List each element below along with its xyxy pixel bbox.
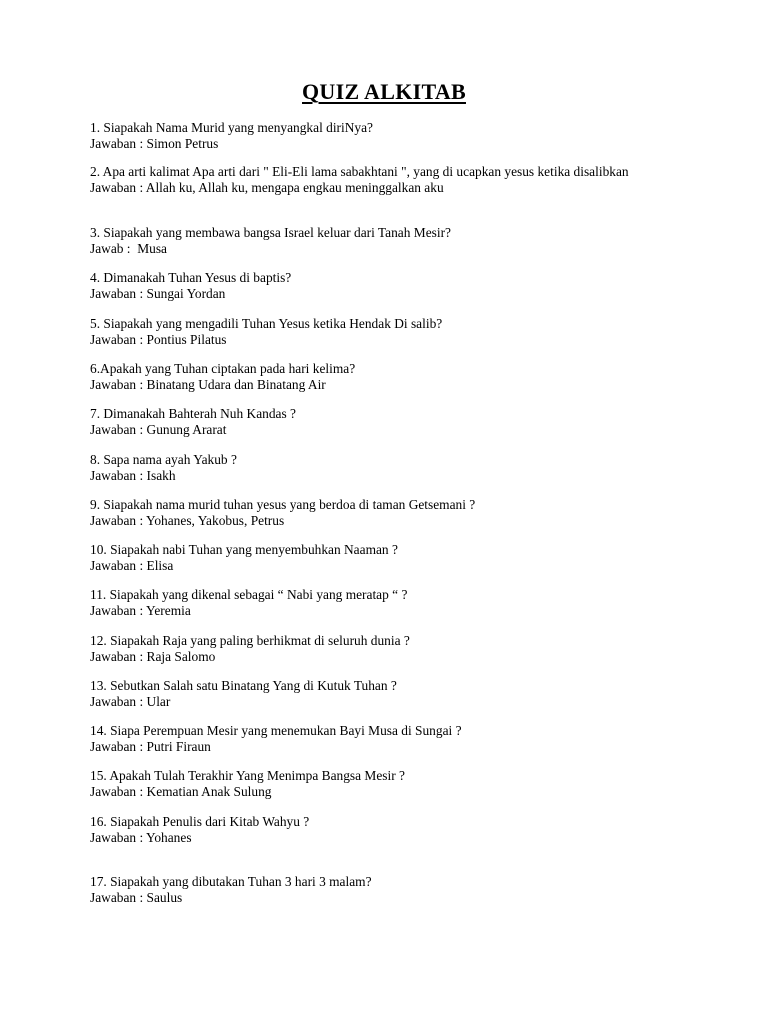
answer-text: Jawaban : Allah ku, Allah ku, mengapa engkau meninggalkan aku xyxy=(90,179,444,195)
quiz-item-13 xyxy=(90,678,650,709)
question-text: 8. Sapa nama ayah Yakub ? xyxy=(90,452,237,467)
quiz-item-4 xyxy=(90,270,650,301)
question-text: 16. Siapakah Penulis dari Kitab Wahyu ? xyxy=(90,814,310,829)
quiz-item-7 xyxy=(90,406,650,437)
answer-text: Jawaban : Simon Petrus xyxy=(90,135,219,151)
quiz-item-11 xyxy=(90,587,650,618)
quiz-item-15 xyxy=(90,768,650,799)
question-text: 5. Siapakah yang mengadili Tuhan Yesus ketika Hendak Di salib? xyxy=(90,316,443,331)
question-text: 1. Siapakah Nama Murid yang menyangkal diriNya? xyxy=(90,120,373,135)
document-title: QUIZ ALKITAB xyxy=(302,79,466,104)
question-text: 10. Siapakah nabi Tuhan yang menyembuhkan Naaman ? xyxy=(90,542,398,557)
quiz-item-17 xyxy=(90,874,650,905)
answer-text: Jawaban : Sungai Yordan xyxy=(90,285,226,301)
answer-text: Jawaban : Ular xyxy=(90,693,171,709)
answer-text: Jawab : Musa xyxy=(90,240,167,256)
answer-text: Jawaban : Yohanes xyxy=(90,829,192,845)
question-text: 12. Siapakah Raja yang paling berhikmat di seluruh dunia ? xyxy=(90,633,410,648)
question-text: 14. Siapa Perempuan Mesir yang menemukan Bayi Musa di Sungai ? xyxy=(90,723,462,738)
quiz-item-12 xyxy=(90,633,650,664)
quiz-item-2 xyxy=(90,164,650,195)
question-text: 3. Siapakah yang membawa bangsa Israel keluar dari Tanah Mesir? xyxy=(90,225,451,240)
question-text: 4. Dimanakah Tuhan Yesus di baptis? xyxy=(90,270,292,285)
answer-text: Jawaban : Elisa xyxy=(90,557,174,573)
answer-text: Jawaban : Raja Salomo xyxy=(90,648,216,664)
answer-text: Jawaban : Yeremia xyxy=(90,602,191,618)
question-text: 15. Apakah Tulah Terakhir Yang Menimpa Bangsa Mesir ? xyxy=(90,768,405,783)
answer-text: Jawaban : Yohanes, Yakobus, Petrus xyxy=(90,512,285,528)
question-text: 2. Apa arti kalimat Apa arti dari " Eli-Eli lama sabakhtani ", yang di ucapkan yesus ketika disalibkan xyxy=(90,164,629,179)
answer-text: Jawaban : Pontius Pilatus xyxy=(90,331,227,347)
quiz-item-3 xyxy=(90,225,650,256)
answer-text: Jawaban : Binatang Udara dan Binatang Air xyxy=(90,376,326,392)
question-text: 17. Siapakah yang dibutakan Tuhan 3 hari 3 malam? xyxy=(90,874,372,889)
question-text: 13. Sebutkan Salah satu Binatang Yang di Kutuk Tuhan ? xyxy=(90,678,397,693)
answer-text: Jawaban : Putri Firaun xyxy=(90,738,211,754)
quiz-item-14 xyxy=(90,723,650,754)
quiz-item-10 xyxy=(90,542,650,573)
answer-text: Jawaban : Kematian Anak Sulung xyxy=(90,783,272,799)
quiz-item-9 xyxy=(90,497,650,528)
question-text: 6.Apakah yang Tuhan ciptakan pada hari kelima? xyxy=(90,361,356,376)
quiz-item-1 xyxy=(90,120,650,151)
quiz-item-6 xyxy=(90,361,650,392)
quiz-item-16 xyxy=(90,814,650,845)
answer-text: Jawaban : Isakh xyxy=(90,467,176,483)
question-text: 9. Siapakah nama murid tuhan yesus yang berdoa di taman Getsemani ? xyxy=(90,497,476,512)
answer-text: Jawaban : Gunung Ararat xyxy=(90,421,227,437)
answer-text: Jawaban : Saulus xyxy=(90,889,183,905)
question-text: 11. Siapakah yang dikenal sebagai “ Nabi yang meratap “ ? xyxy=(90,587,408,602)
quiz-item-5 xyxy=(90,316,650,347)
quiz-item-8 xyxy=(90,452,650,483)
question-text: 7. Dimanakah Bahterah Nuh Kandas ? xyxy=(90,406,296,421)
